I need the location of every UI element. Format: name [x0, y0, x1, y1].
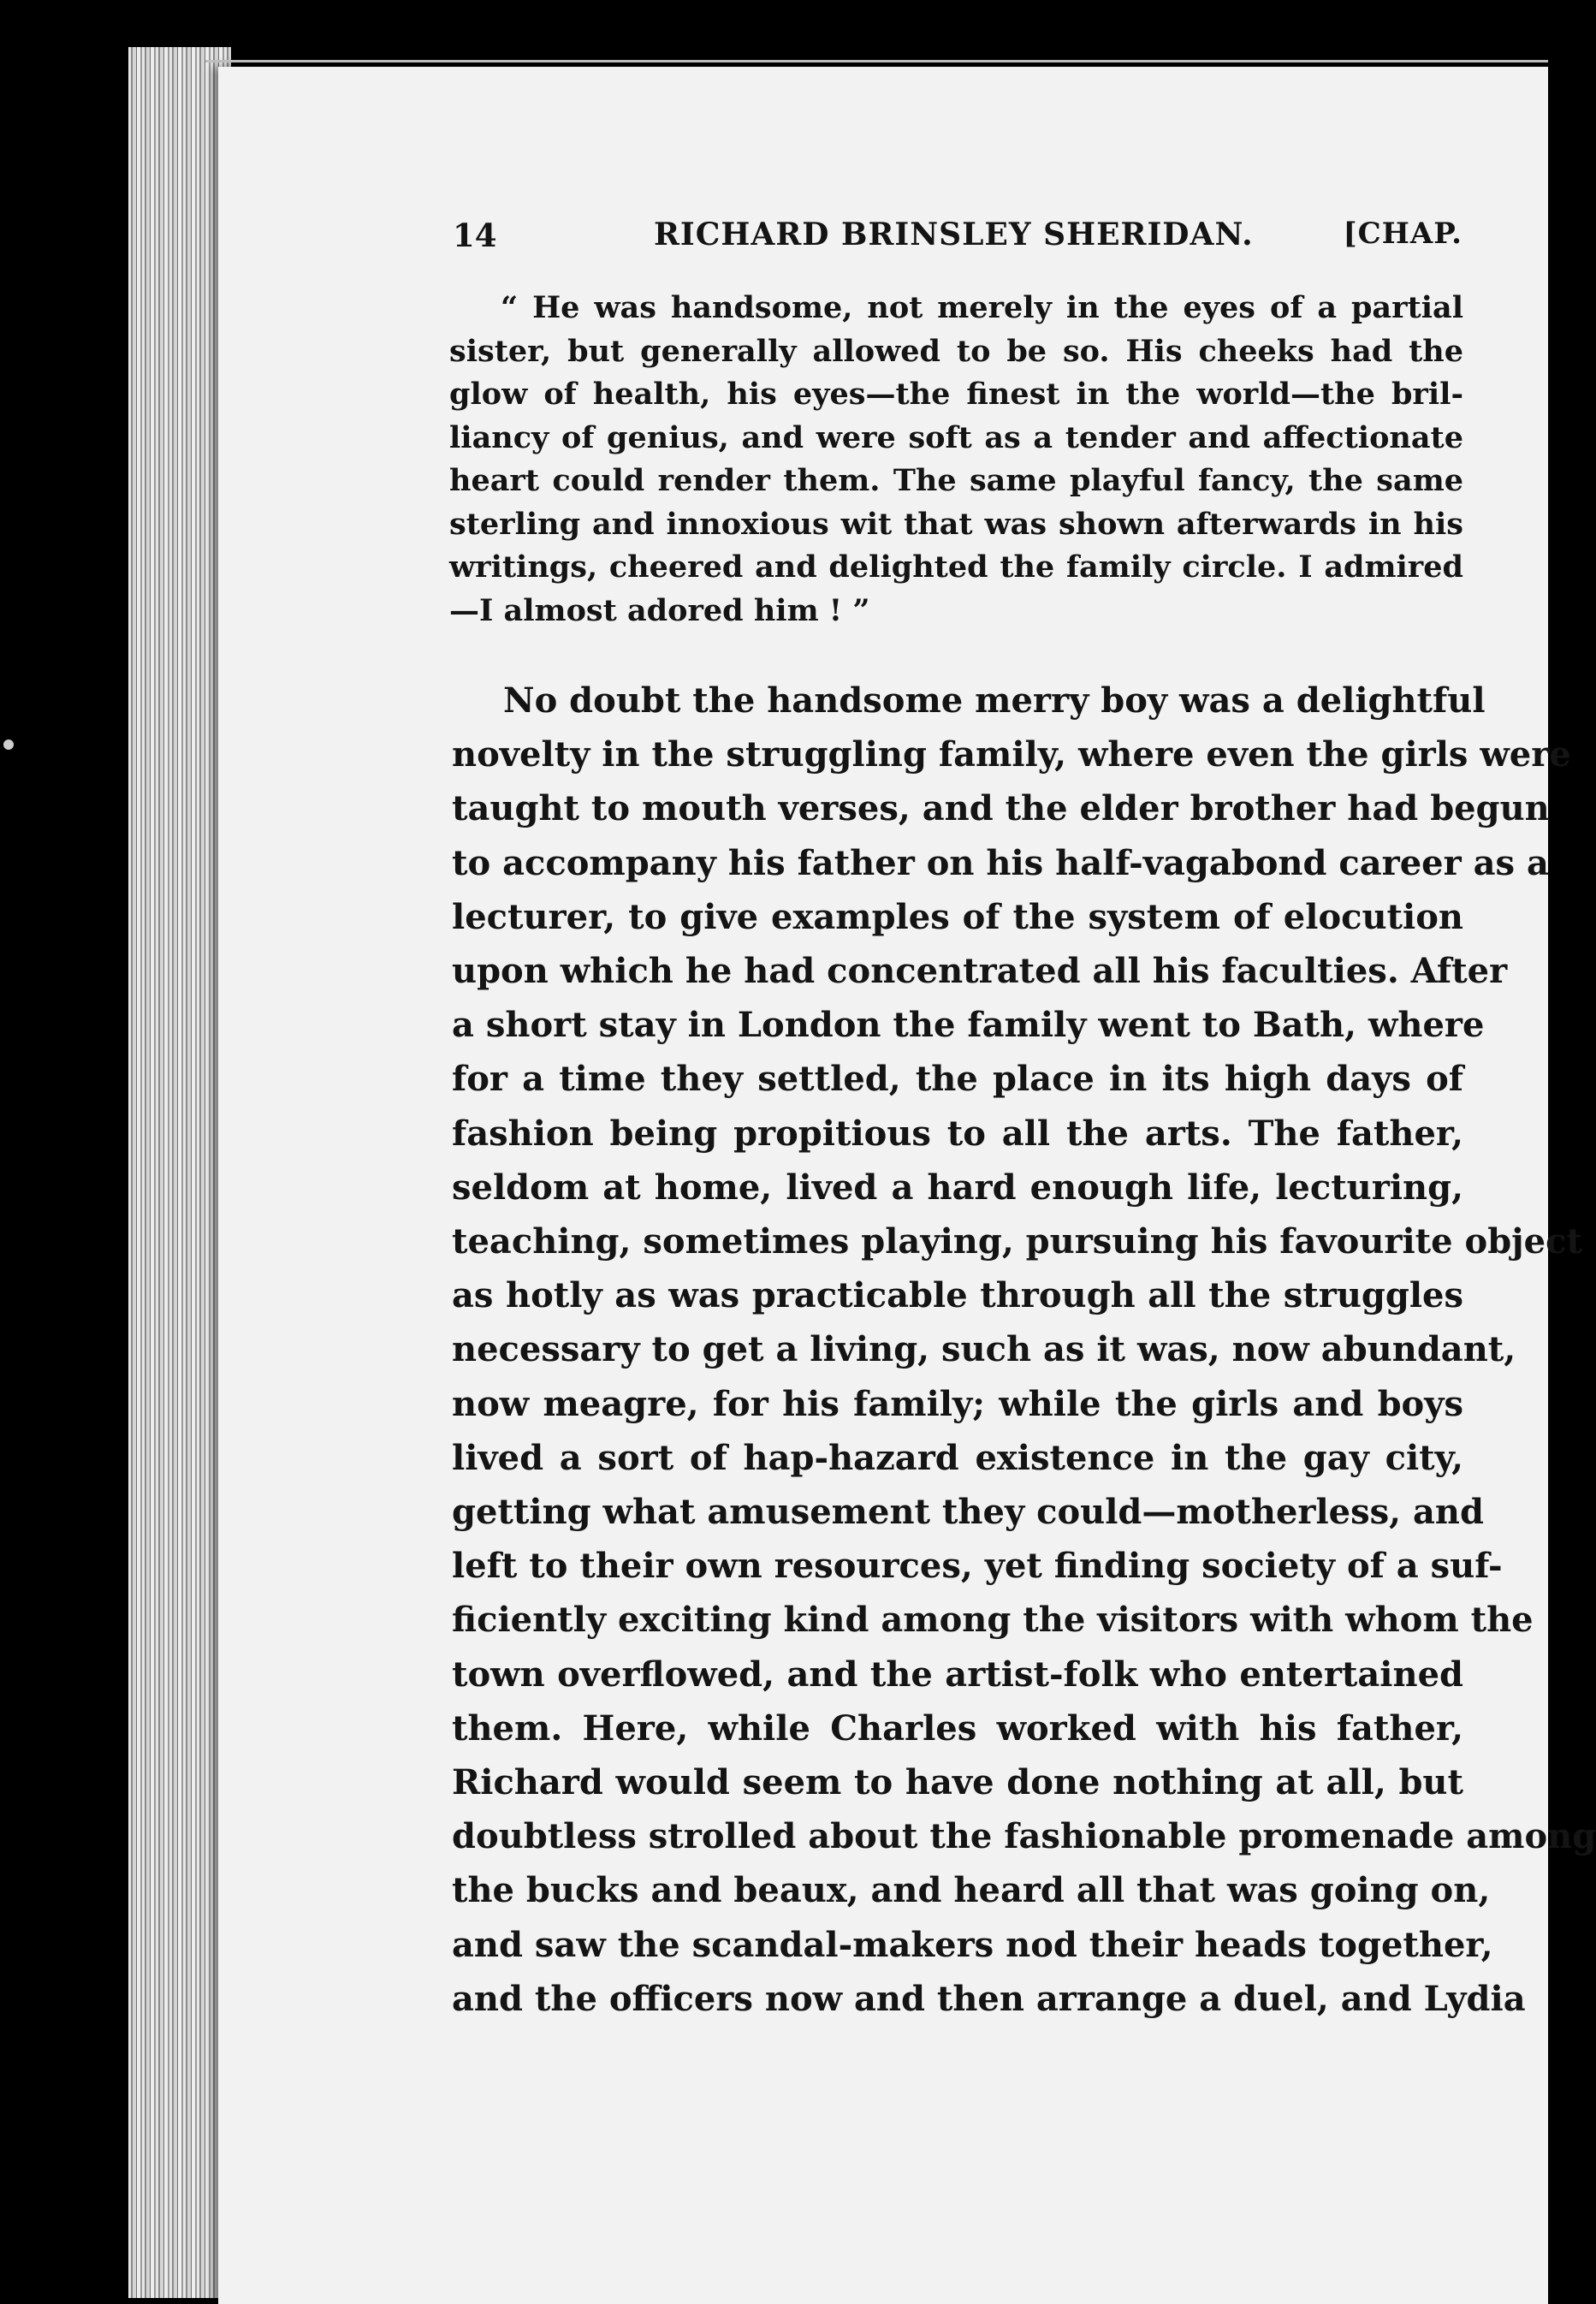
body-line: Richard would seem to have done nothing at all, but: [452, 1762, 1463, 1803]
page-number: 14: [453, 217, 497, 254]
running-head: [453, 217, 1463, 268]
body-line: them. Here, while Charles worked with his father,: [452, 1707, 1463, 1749]
body-line: No doubt the handsome merry boy was a delightful: [503, 680, 1486, 721]
body-line: lecturer, to give examples of the system of elocution: [452, 896, 1463, 937]
body-line: seldom at home, lived a hard enough life, lecturing,: [452, 1167, 1463, 1208]
quote-line: —I almost adored him ! ”: [449, 592, 870, 628]
body-line: doubtless strolled about the fashionable promenade among: [452, 1816, 1596, 1857]
chapter-mark: [CHAP.: [1343, 217, 1463, 251]
book-page-edges: [128, 47, 231, 2298]
body-paragraph: [452, 674, 1596, 2026]
body-line: ficiently exciting kind among the visitors with whom the: [452, 1600, 1534, 1641]
body-line: a short stay in London the family went to Bath, where: [452, 1005, 1485, 1046]
body-line: novelty in the struggling family, where even the girls were: [452, 734, 1571, 775]
body-line: upon which he had concentrated all his faculties. After: [452, 951, 1508, 992]
body-line: to accompany his father on his half-vagabond career as a: [452, 842, 1549, 883]
body-line: taught to mouth verses, and the elder brother had begun: [452, 788, 1550, 829]
running-title: RICHARD BRINSLEY SHERIDAN.: [654, 217, 1254, 252]
body-line: for a time they settled, the place in its high days of: [452, 1059, 1463, 1100]
body-line: necessary to get a living, such as it was, now abundant,: [452, 1329, 1516, 1370]
quote-line: writings, cheered and delighted the family circle. I admired: [449, 549, 1463, 585]
body-line: as hotly as was practicable through all the struggles: [452, 1275, 1463, 1316]
quote-line: “ He was handsome, not merely in the eyes of a partial: [501, 290, 1463, 325]
body-line: getting what amusement they could—motherless, and: [452, 1492, 1484, 1533]
quote-line: sister, but generally allowed to be so. His cheeks had the: [449, 333, 1463, 369]
quoted-passage: [449, 287, 1463, 632]
body-line: and the officers now and then arrange a duel, and Lydia: [452, 1978, 1526, 2019]
body-line: lived a sort of hap-hazard existence in the gay city,: [452, 1437, 1463, 1478]
page-top-edge: [205, 60, 1548, 62]
body-line: town overflowed, and the artist-folk who entertained: [452, 1654, 1463, 1695]
quote-line: heart could render them. The same playful fancy, the same: [449, 463, 1463, 498]
scan-speck: [3, 739, 14, 750]
body-line: left to their own resources, yet finding society of a suf-: [452, 1546, 1503, 1587]
quote-line: liancy of genius, and were soft as a tender and affectionate: [449, 419, 1463, 455]
quote-line: glow of health, his eyes—the finest in the world—the bril-: [449, 377, 1463, 412]
body-line: the bucks and beaux, and heard all that was going on,: [452, 1870, 1491, 1911]
body-line: teaching, sometimes playing, pursuing his favourite object: [452, 1221, 1582, 1262]
body-line: and saw the scandal-makers nod their heads together,: [452, 1924, 1493, 1965]
body-line: now meagre, for his family; while the girls and boys: [452, 1383, 1463, 1424]
body-line: fashion being propitious to all the arts. The father,: [452, 1113, 1463, 1154]
quote-line: sterling and innoxious wit that was shown afterwards in his: [449, 506, 1463, 542]
